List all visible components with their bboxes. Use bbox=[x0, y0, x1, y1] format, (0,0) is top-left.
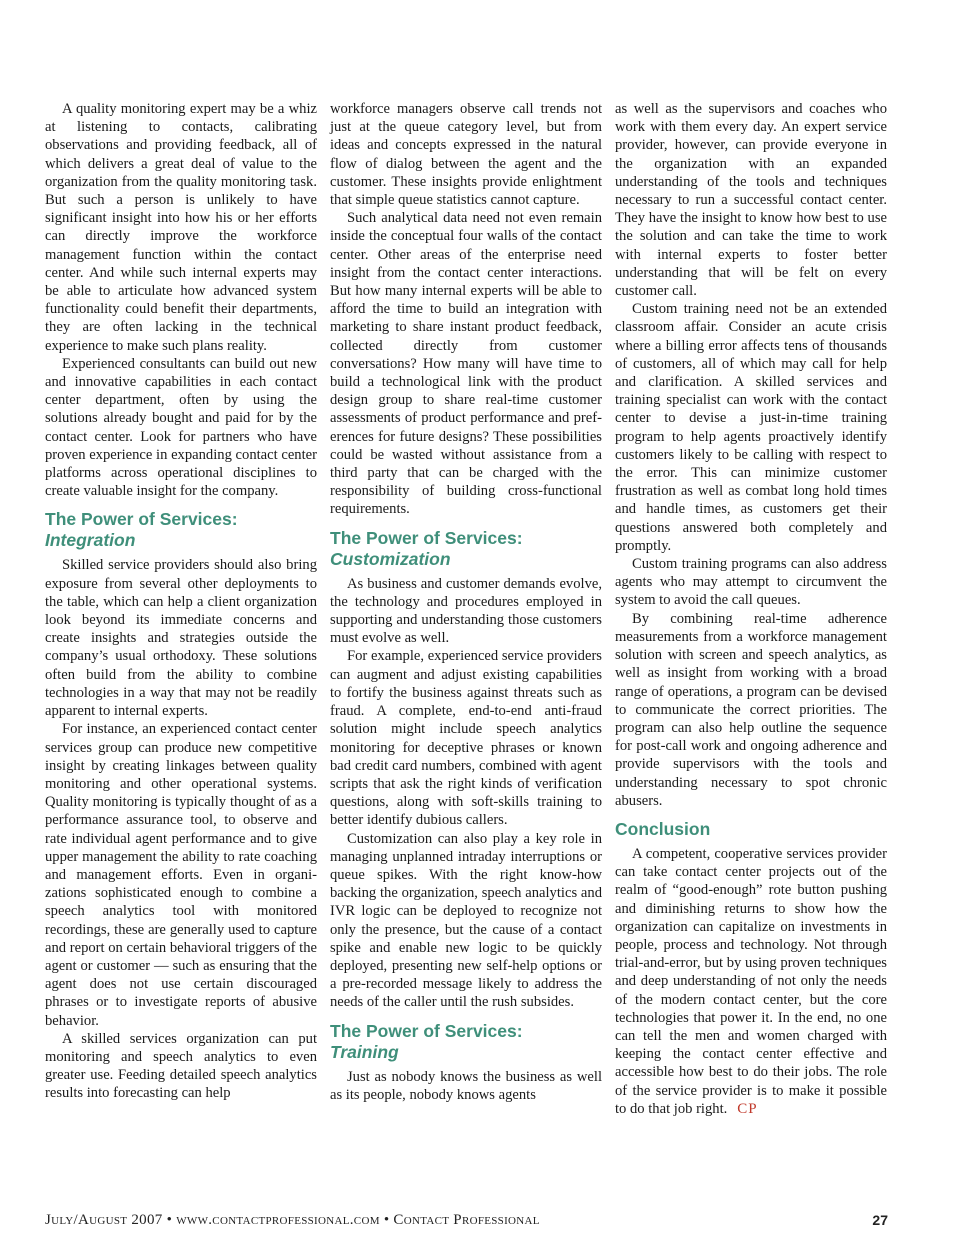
paragraph: Experienced consultants can build out new and innovative capabilities in each contact center department, often by using the solutions already bought and paid for by the contact center. Look for partners who have proven experience in expanding contact center platforms across operational disciplines to create valuable insight for the company. bbox=[45, 355, 317, 500]
paragraph: Just as nobody knows the business as well as its people, nobody knows agents bbox=[330, 1068, 602, 1103]
paragraph: Custom training programs can also address agents who may attempt to circumvent the system to avoid the call queues. bbox=[615, 556, 887, 609]
paragraph: as well as the supervisors and coaches who work with them every day. An expert service provider, however, can provide everyone in the organization with an expanded understanding of the tools and techniques necessary to run a successful contact center. They have the insight to know how best to use the solution and can take the time to work with internal experts to foster better understanding that will be felt on every customer call. bbox=[615, 101, 887, 300]
heading-sub: Training bbox=[330, 1041, 399, 1062]
section-heading-conclusion: Conclusion bbox=[615, 818, 711, 839]
paragraph: As business and customer demands evolve, the technology and procedures employed in supporting and understanding those customers must evolve as well. bbox=[330, 575, 602, 647]
paragraph-final bbox=[615, 845, 887, 1118]
section-heading-customization bbox=[330, 528, 602, 570]
paragraph: A quality monitoring expert may be a whiz at listening to contacts, calibrating observations and providing feedback, all of which delivers a great deal of value to the organization from the quality monitoring task. But such a person is unlikely to have significant insight into how his or her efforts can directly improve the workforce management function within the contact center. And while such internal experts may be able to articulate how advanced system functionality could benefit their departments, they are often lacking in the technical experience to make such plans reality. bbox=[45, 101, 317, 354]
paragraph: Custom training need not be an extended classroom affair. Consider an acute crisis where a billing error affects tens of thousands of customers, all of which may call for help and clarification. A skilled services and training specialist can work with the contact center to devise a just-in-time training program to help agents proactively identify customers likely to be calling with respect to the error. This can minimize customer frustration as well as combat long hold times and handle times, as customers get their questions answered both completely and promptly. bbox=[615, 301, 887, 554]
heading-sub: Customization bbox=[330, 548, 451, 569]
paragraph: By combining real-time adherence measurements from a workforce management solution with screen and speech analytics, as well as insight from working with a broad range of operations, a program can be devised to communicate the correct priorities. The program can also help outline the sequence for post-call work and ongoing adherence and provide supervisors with the tools and understanding necessary to spot chronic abusers. bbox=[615, 610, 887, 809]
paragraph-text: A competent, cooperative services provider can take contact center projects out of the realm of “good-enough” rote button pushing and diminishing returns to show how the organization can capitalize on investments in people, process and technology. Not through trial-and-error, but by using proven techniques and deep understanding of not only the needs of the modern contact center, but the core technologies that power it. In the end, no one can tell the men and women charged with keeping the contact center effective and accessible how best to do their jobs. The role of the service provider is to make it possible to do that job right. bbox=[615, 845, 887, 1117]
column-2 bbox=[330, 100, 602, 1104]
paragraph: A skilled services organization can put monitoring and speech analytics to even greater use. Feeding detailed speech analytics results into forecasting can help bbox=[45, 1030, 317, 1102]
paragraph: For instance, an experienced contact center services group can produce new competitive insight by creating linkages between quality monitoring and other operational systems. Quality monitoring is typically thought of as a performance assurance tool, to observe and rate individual agent performance and to give upper management the ability to rate coaching and management efforts. Even in organizations sophisticated enough to combine a speech analytics tool with monitored recordings, these are generally used to capture and report on certain behavioral triggers of the agent or customer — such as ensuring that the agent does not use certain discouraged phrases or to investigate reports of abusive behavior. bbox=[45, 721, 317, 1029]
page-footer bbox=[45, 1212, 888, 1232]
heading-main: The Power of Services: bbox=[45, 509, 238, 530]
column-3 bbox=[615, 100, 887, 1118]
section-heading-training bbox=[330, 1021, 602, 1063]
paragraph: For example, experienced service providers can augment and adjust existing capabilities to fortify the business against threats such as fraud. A complete, end-to-end anti-fraud solution might include speech analytics monitoring for deceptive phrases or known bad credit card numbers, combined with agent scripts that ask the right kinds of verification questions, along with soft-skills training to better identify dubious callers. bbox=[330, 648, 602, 829]
paragraph: Such analytical data need not even remain inside the conceptual four walls of the contact center. Other areas of the enterprise need insight from the contact center interactions. But how many internal experts will be able to afford the time to build an integration with marketing to share instant product feedback, collected directly from customer conversations? How many will have time to build a technological link with the product design group to share real-time customer assessments of product performance and preferences for future designs? These possibilities could be wasted without assistance from a third party that can be charged with the responsibility of building cross-functional requirements. bbox=[330, 210, 602, 518]
footer-issue-info: July/August 2007 • www.contactprofessional.com • Contact Professional bbox=[45, 1212, 540, 1228]
paragraph: Customization can also play a key role in managing unplanned intraday interruptions or queue spikes. With the right know-how backing the organization, speech analytics and IVR logic can be deployed to recognize not only the presence, but the cause of a contact spike and enable new logic to be quickly deployed, presenting new self-help options or a pre-recorded message likely to address the needs of the caller until the rush subsides. bbox=[330, 830, 602, 1011]
heading-main: The Power of Services: bbox=[330, 1020, 523, 1041]
heading-sub: Integration bbox=[45, 530, 136, 551]
end-mark-logo: CP bbox=[737, 1100, 758, 1117]
column-1 bbox=[45, 100, 317, 1103]
paragraph: Skilled service providers should also bring exposure from several other deployments to the table, which can help a client organization look beyond its immediate concerns and create insights and strategies outside the company’s usual orthodoxy. These solutions often build from the ability to combine technologies in a way that may not be readily apparent to internal experts. bbox=[45, 557, 317, 720]
section-heading-integration bbox=[45, 509, 317, 551]
page-number: 27 bbox=[872, 1212, 888, 1228]
heading-main: The Power of Services: bbox=[330, 527, 523, 548]
paragraph: workforce managers observe call trends not just at the queue category level, but from ideas and concepts expressed in the natural flow of dialog between the agent and the customer. These insights provide enlightment that simple queue statistics cannot capture. bbox=[330, 101, 602, 209]
